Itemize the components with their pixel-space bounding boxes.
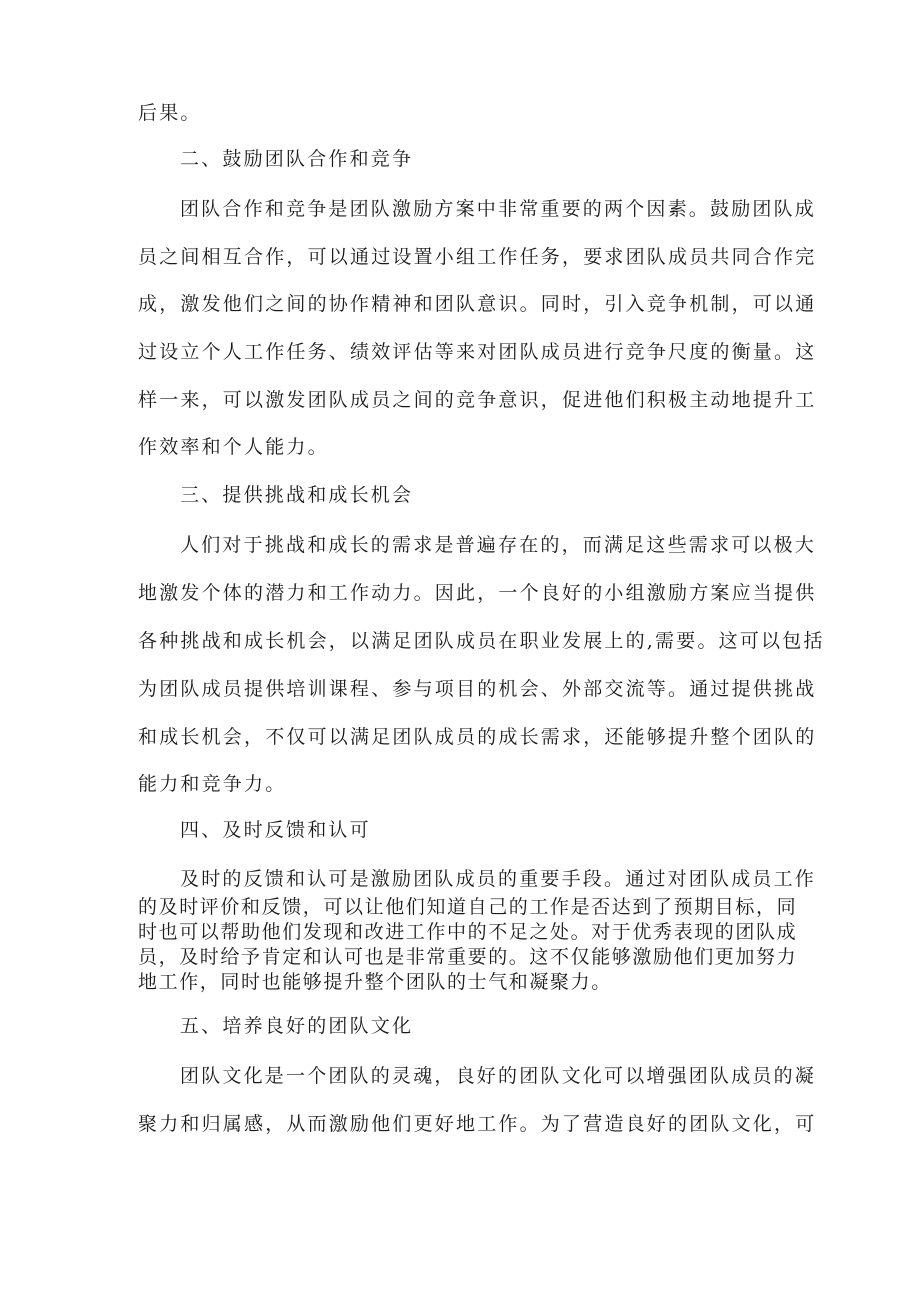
paragraph-line: 团队合作和竞争是团队激励方案中非常重要的两个因素。鼓励团队成 — [180, 198, 817, 220]
paragraph-line: 作效率和个人能力。 — [138, 436, 329, 458]
paragraph-line: 地激发个体的潜力和工作动力。因此，一个良好的小组激励方案应当提供 — [138, 582, 817, 604]
paragraph-line: 时也可以帮助他们发现和改进工作中的不足之处。对于优秀表现的团队成 — [138, 921, 798, 943]
paragraph-line: 和成长机会，不仅可以满足团队成员的成长需求，还能够提升整个团队的 — [138, 726, 817, 748]
paragraph-line: 及时的反馈和认可是激励团队成员的重要手段。通过对团队成员工作 — [180, 868, 817, 890]
paragraph-line: 成，激发他们之间的协作精神和团队意识。同时，引入竞争机制，可以通 — [138, 293, 817, 315]
paragraph-line: 员之间相互合作，可以通过设置小组工作任务，要求团队成员共同合作完 — [138, 246, 817, 268]
paragraph-line: 聚力和归属感，从而激励他们更好地工作。为了营造良好的团队文化，可 — [138, 1113, 817, 1135]
section-heading-3: 三、提供挑战和成长机会 — [180, 484, 414, 506]
paragraph-line: 各种挑战和成长机会，以满足团队成员在职业发展上的,需要。这可以包括 — [138, 630, 825, 652]
paragraph-line: 的及时评价和反馈，可以让他们知道自己的工作是否达到了预期目标，同 — [138, 896, 798, 918]
paragraph-line: 为团队成员提供培训课程、参与项目的机会、外部交流等。通过提供挑战 — [138, 678, 817, 700]
paragraph-line: 样一来，可以激发团队成员之间的竞争意识，促进他们积极主动地提升工 — [138, 389, 817, 411]
paragraph-line: 地工作，同时也能够提升整个团队的士气和凝聚力。 — [138, 971, 612, 993]
paragraph-line: 员，及时给予肯定和认可也是非常重要的。这不仅能够激励他们更加努力 — [138, 946, 798, 968]
paragraph-line: 人们对于挑战和成长的需求是普遍存在的，而满足这些需求可以极大 — [180, 534, 817, 556]
section-heading-4: 四、及时反馈和认可 — [180, 819, 371, 841]
section-heading-2: 二、鼓励团队合作和竞争 — [180, 148, 414, 170]
section-heading-5: 五、培养良好的团队文化 — [180, 1015, 414, 1037]
paragraph-tail: 后果。 — [138, 102, 202, 124]
paragraph-line: 团队文化是一个团队的灵魂，良好的团队文化可以增强团队成员的凝 — [180, 1065, 817, 1087]
paragraph-line: 过设立个人工作任务、绩效评估等来对团队成员进行竞争尺度的衡量。这 — [138, 341, 817, 363]
paragraph-line: 能力和竞争力。 — [138, 773, 287, 795]
